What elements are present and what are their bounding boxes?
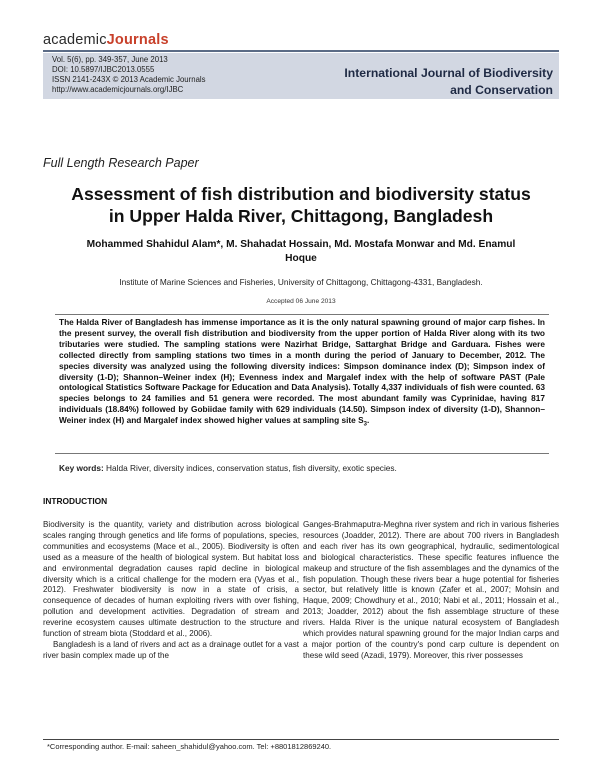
citation-meta — [52, 55, 206, 95]
corresponding-author-footnote: *Corresponding author. E-mail: saheen_shahidul@yahoo.com. Tel: +8801812869240. — [47, 742, 332, 751]
article-title — [43, 183, 559, 227]
section-title-introduction: INTRODUCTION — [43, 496, 108, 506]
publisher-logo — [43, 32, 169, 48]
journal-name-line-1: International Journal of Biodiversity — [344, 66, 553, 80]
author-list — [70, 238, 532, 265]
volume-line: Vol. 5(6), pp. 349-357, June 2013 — [52, 55, 168, 64]
title-line-2: in Upper Halda River, Chittagong, Bangladesh — [108, 206, 494, 226]
abstract — [59, 317, 545, 431]
article-type: Full Length Research Paper — [43, 156, 199, 170]
authors-line-1: Mohammed Shahidul Alam*, M. Shahadat Hossain, Md. Mostafa Monwar and Md. Enamul — [86, 239, 516, 250]
abstract-end: . — [366, 415, 370, 426]
header-rule — [43, 50, 559, 52]
footnote-rule — [43, 739, 559, 740]
journal-url[interactable]: http://www.academicjournals.org/IJBC — [52, 85, 184, 94]
journal-name-line-2: and Conservation — [450, 83, 553, 97]
accepted-date: Accepted 06 June 2013 — [266, 298, 336, 305]
body-column-left — [43, 520, 299, 662]
keywords — [59, 463, 545, 473]
keywords-text: Halda River, diversity indices, conservation status, fish diversity, exotic species. — [106, 463, 397, 473]
keywords-label: Key words: — [59, 463, 104, 473]
logo-text-journals: Journals — [106, 32, 169, 48]
paragraph: Bangladesh is a land of rivers and act as a drainage outlet for a vast river basin complex made up of the — [43, 639, 299, 660]
doi-line: DOI: 10.5897/IJBC2013.0555 — [52, 65, 155, 74]
logo-text-academic: academic — [43, 32, 107, 48]
abstract-text: The Halda River of Bangladesh has immense importance as it is the only natural spawning ground of major carp fishes. In the present survey, the overall fish distribution and biodiversity from the upper portion of Halda River along with its two tributaries were studied. The sampling stations were Nazirhat Bridge, Sattarghat Bridge and Garduara. Fishes were collected directly from sampling stations two times in a month during the period of January to December, 2012. The species diversity was analyzed using the following diversity indices: Simpson dominance index (D); Simpson index of diversity (1-D); Shannon–Weiner index (H); Evenness index and Margalef index with the help of software PAST (Pale ontological Statistics Software Package for Education and Data Analysis). Totally 4,337 individuals of fish were counted. 63 species belongs to 24 families and 51 genera were recorded. The most abundant family was Cyprinidae, having 817 individuals (18.84%) followed by Gobiidae family with 629 individuals (14.50). Simpson index of diversity (1-D), Shannon–Weiner index (H) and Margalef index showed higher values at sampling site S — [59, 317, 545, 426]
title-line-1: Assessment of fish distribution and biodiversity status — [71, 184, 531, 204]
journal-name — [343, 65, 553, 99]
abstract-subscript: 3 — [363, 421, 367, 428]
paragraph: Biodiversity is the quantity, variety and distribution across biological scales ranging through genetics and life forms of populations, species, communities and ecosystems (Mace et al., 2005). Biodiversity is often used as a measure of the health of biological system. But habitat loss and environmental degradation causes rapid decline in biological diversity which is a critical challenge for the modern era (Vyas et al., 2012). Freshwater biodiversity is now in a state of crisis, a consequence of decades of human exploiting rivers with over fishing, pollution and development activities. Degradation of stream and reverine ecosystem causes ultimate destruction to the structure and function of stream biota (Stoddard et al., 2006). — [43, 520, 299, 639]
body-column-right — [303, 520, 559, 662]
authors-line-2: Hoque — [285, 252, 317, 264]
issn-line: ISSN 2141-243X © 2013 Academic Journals — [52, 75, 206, 84]
affiliation: Institute of Marine Sciences and Fisheries, University of Chittagong, Chittagong-4331, Bangladesh. — [119, 277, 483, 287]
paragraph: Ganges-Brahmaputra-Meghna river system and rich in various fisheries resources (Joadder, 2012). There are about 700 rivers in Bangladesh and each river has its own geographical, hydraulic, sedimentological and biological characteristics. These specific features influence the makeup and structure of the fish assemblages and the dynamics of the fish population. Though these rivers bear a huge potential for fisheries sector, but relatively little is known (Zafer et al., 2007; Mohsin and Haque, 2009; Chowdhury et al., 2010; Nabi et al., 2011; Hossain et al., 2013; Joadder, 2012) about the fish assemblage structure of these rivers. Halda River is the unique natural ecosystem of Bangladesh which provides natural spawning ground for the major Indian carps and a major portion of the country's pond carp culture is dependent on these wild seed (Azadi, 1979). Moreover, this river possesses — [303, 520, 559, 660]
